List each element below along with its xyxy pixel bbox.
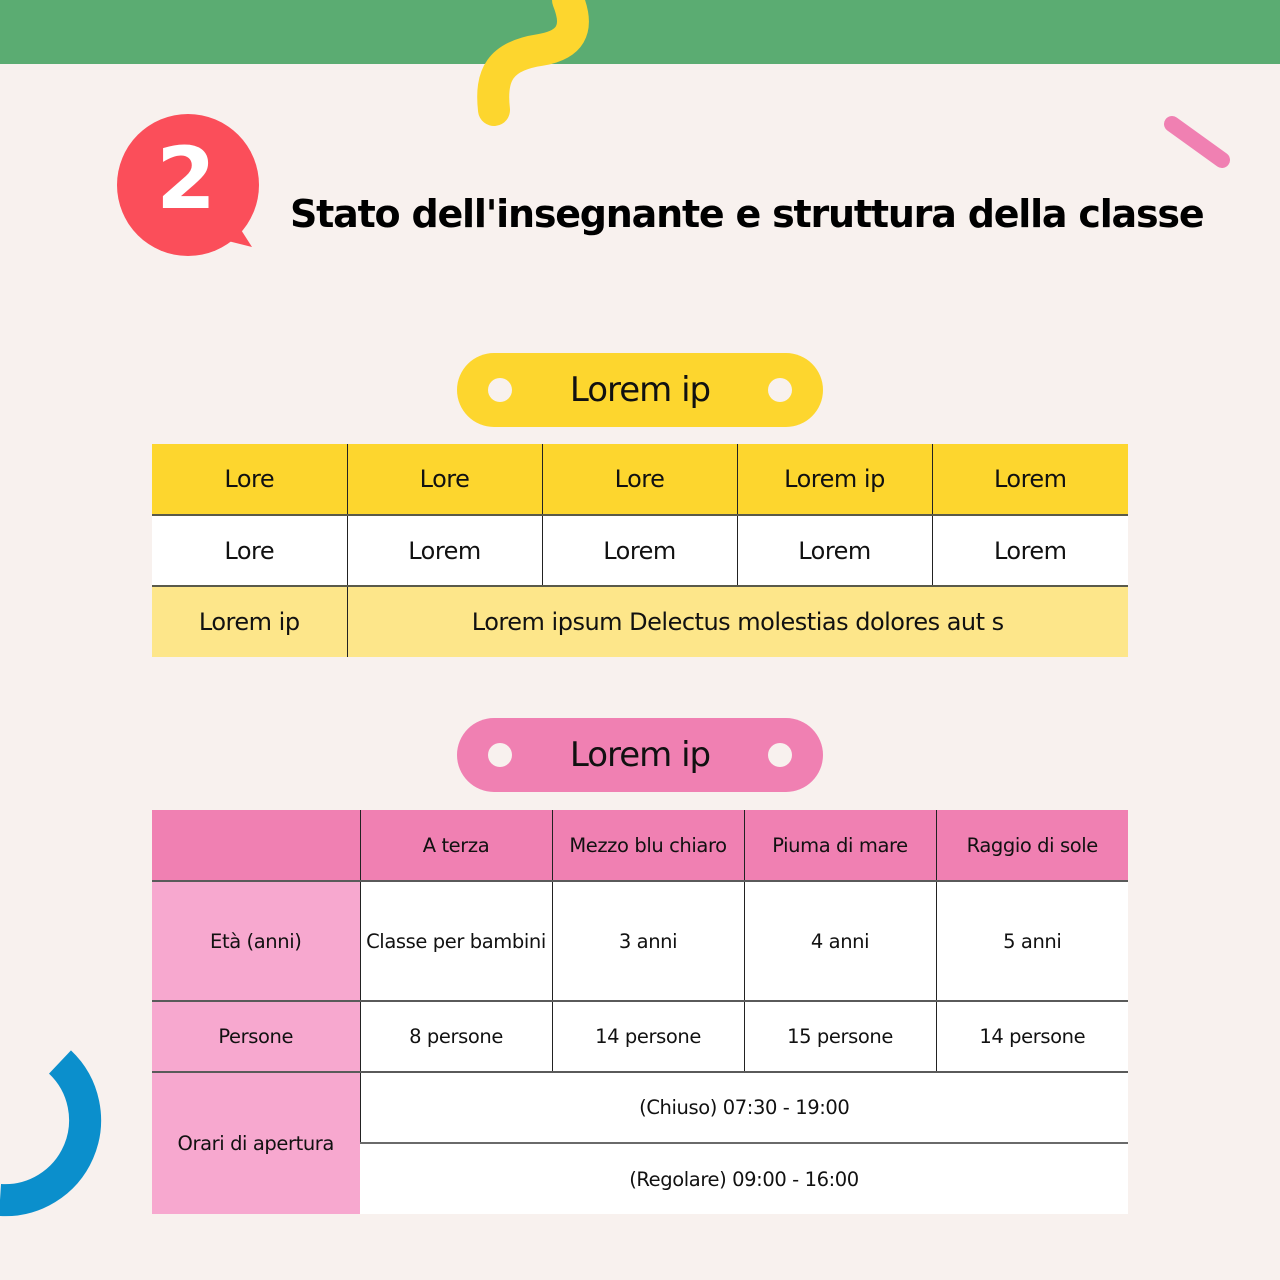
- table-header-cell: A terza: [360, 810, 552, 881]
- row-label-opening-hours: Orari di apertura: [152, 1072, 360, 1214]
- top-color-band: [0, 0, 1280, 64]
- table-header-cell: Raggio di sole: [936, 810, 1128, 881]
- table-cell: 15 persone: [744, 1001, 936, 1072]
- table-header-cell: Lorem: [932, 444, 1128, 515]
- table-row-age: [152, 881, 1128, 1001]
- table-cell: Lorem: [932, 515, 1128, 586]
- row-label-people: Persone: [152, 1001, 360, 1072]
- table-header-cell: Lore: [152, 444, 347, 515]
- table-row-hours-closed: [152, 1072, 1128, 1143]
- table-header-cell: Lorem ip: [737, 444, 932, 515]
- table-cell: Lorem: [542, 515, 737, 586]
- table-cell-hours-closed: (Chiuso) 07:30 - 19:00: [360, 1072, 1128, 1143]
- section2-pill-text: Lorem ip: [569, 735, 711, 775]
- section-number: 2: [156, 129, 216, 229]
- table-row: [152, 515, 1128, 586]
- table-row-people: [152, 1001, 1128, 1072]
- table-cell: 14 persone: [936, 1001, 1128, 1072]
- section2-pill-label: [457, 718, 823, 792]
- table-cell: Lore: [152, 515, 347, 586]
- table-cell: 3 anni: [552, 881, 744, 1001]
- table-header-cell-empty: [152, 810, 360, 881]
- table-cell: Lorem: [347, 515, 542, 586]
- table-cell: 8 persone: [360, 1001, 552, 1072]
- section1-table: [152, 444, 1128, 657]
- table-row-label: Lorem ip: [152, 586, 347, 657]
- class-structure-table: [152, 810, 1128, 1214]
- section1-pill-text: Lorem ip: [569, 370, 711, 410]
- table-header-cell: Lore: [542, 444, 737, 515]
- table-header-cell: Lore: [347, 444, 542, 515]
- table-cell: Lorem: [737, 515, 932, 586]
- table-cell: 5 anni: [936, 881, 1128, 1001]
- table-cell: 4 anni: [744, 881, 936, 1001]
- table-header-row: [152, 810, 1128, 881]
- pill-dot-icon: [768, 743, 792, 767]
- pill-dot-icon: [768, 378, 792, 402]
- table-cell: 14 persone: [552, 1001, 744, 1072]
- pill-dot-icon: [488, 378, 512, 402]
- pill-dot-icon: [488, 743, 512, 767]
- pink-dash-decoration: [1150, 108, 1245, 178]
- blue-arc-decoration: [0, 1050, 110, 1225]
- section1-pill-label: [457, 353, 823, 427]
- table-cell: Classe per bambini: [360, 881, 552, 1001]
- table-row: [152, 586, 1128, 657]
- yellow-squiggle-decoration: [460, 0, 600, 140]
- row-label-age: Età (anni): [152, 881, 360, 1001]
- table-header-cell: Mezzo blu chiaro: [552, 810, 744, 881]
- table-header-row: [152, 444, 1128, 515]
- page-title: Stato dell'insegnante e struttura della classe: [290, 192, 1204, 236]
- table-cell-merged: Lorem ipsum Delectus molestias dolores aut s: [347, 586, 1128, 657]
- table-header-cell: Piuma di mare: [744, 810, 936, 881]
- table-cell-hours-regular: (Regolare) 09:00 - 16:00: [360, 1143, 1128, 1214]
